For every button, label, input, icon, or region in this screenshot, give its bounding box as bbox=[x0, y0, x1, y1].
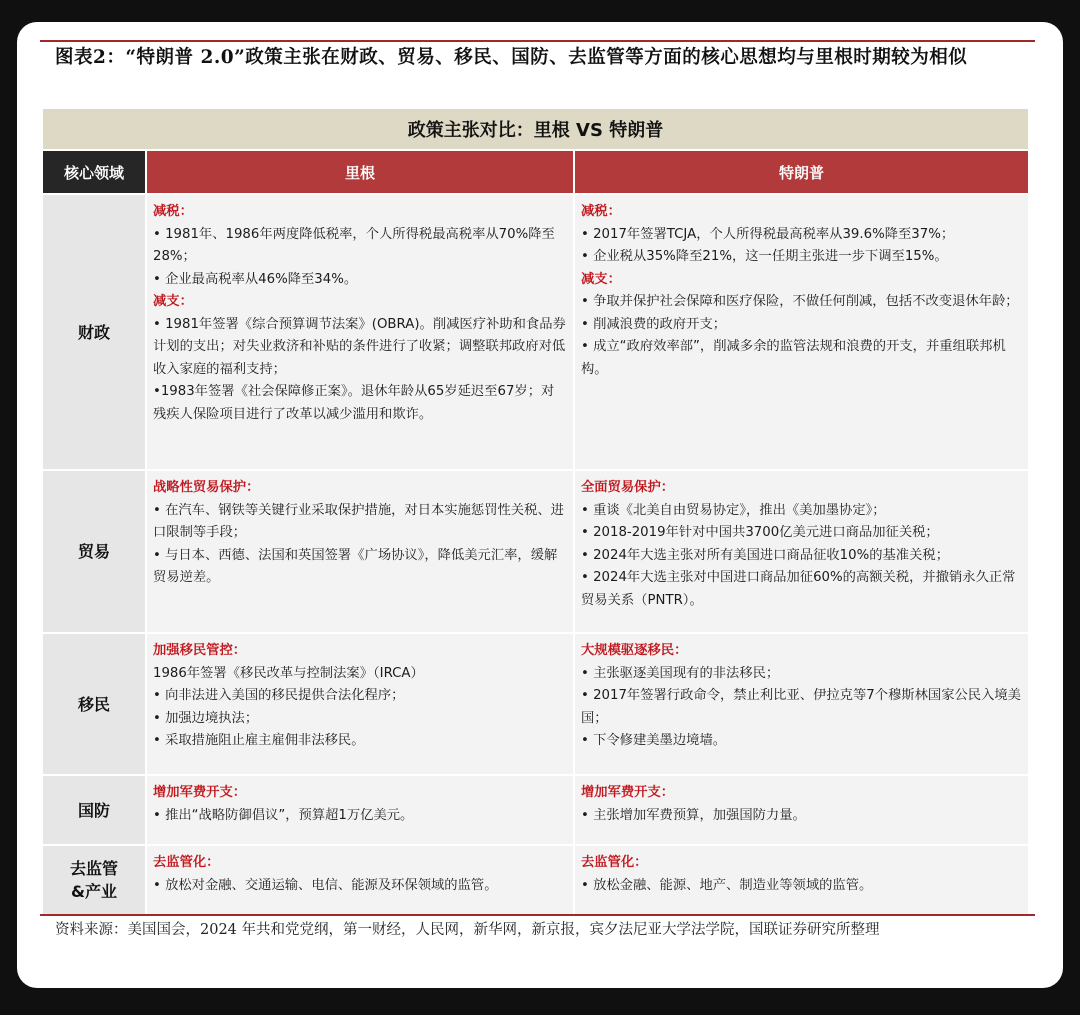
table-row bbox=[43, 776, 1028, 844]
title-rule bbox=[40, 40, 1035, 42]
policy-label: 战略性贸易保护： bbox=[153, 480, 260, 495]
policy-item: • 与日本、西德、法国和英国签署《广场协议》，降低美元汇率，缓解贸易逆差。 bbox=[153, 547, 558, 585]
policy-label: 增加军费开支： bbox=[153, 785, 247, 800]
policy-item: • 企业税从35%降至21%，这一任期主张进一步下调至15%。 bbox=[581, 249, 948, 264]
policy-label: 减支： bbox=[581, 271, 621, 287]
policy-item: • 向非法进入美国的移民提供合法化程序； bbox=[153, 688, 405, 703]
policy-item: • 采取措施阻止雇主雇佣非法移民。 bbox=[153, 733, 365, 748]
policy-item: •1983年签署《社会保障修正案》。退休年龄从65岁延迟至67岁；对残疾人保险项目进行了改革以减少滥用和欺诈。 bbox=[153, 384, 555, 422]
policy-item: • 2024年大选主张对中国进口商品加征60%的高额关税，并撤销永久正常贸易关系（PNTR）。 bbox=[581, 570, 1016, 608]
table-row bbox=[43, 471, 1028, 632]
figure-title: 图表2：“特朗普 2.0”政策主张在财政、贸易、移民、国防、去监管等方面的核心思想均与里根时期较为相似 bbox=[55, 47, 968, 68]
source-note: 资料来源：美国国会，2024 年共和党党纲，第一财经，人民网，新华网，新京报，宾夕法尼亚大学法学院，国联证券研究所整理 bbox=[55, 922, 880, 938]
policy-label: 去监管化： bbox=[153, 855, 220, 870]
table-row bbox=[43, 634, 1028, 774]
area-cell: 去监管 &产业 bbox=[43, 846, 145, 914]
policy-item: • 1981年、1986年两度降低税率，个人所得税最高税率从70%降至28%； bbox=[153, 226, 555, 264]
policy-item: • 2018-2019年针对中国共3700亿美元进口商品加征关税； bbox=[581, 525, 939, 540]
policy-item: • 推出“战略防御倡议”，预算超1万亿美元。 bbox=[153, 807, 414, 823]
policy-label: 增加军费开支： bbox=[581, 785, 675, 800]
policy-item: • 削减浪费的政府开支； bbox=[581, 316, 727, 332]
header-reagan: 里根 bbox=[147, 151, 573, 193]
trump-cell bbox=[575, 471, 1028, 632]
table-body bbox=[43, 195, 1028, 914]
reagan-cell bbox=[147, 195, 573, 469]
policy-item: • 放松对金融、交通运输、电信、能源及环保领域的监管。 bbox=[153, 877, 498, 893]
policy-label: 减支： bbox=[153, 294, 193, 309]
table-row bbox=[43, 846, 1028, 914]
policy-label: 去监管化： bbox=[581, 855, 648, 870]
trump-cell bbox=[575, 776, 1028, 844]
policy-item: • 1981年签署《综合预算调节法案》(OBRA)。削减医疗补助和食品券计划的支出；对失业救济和补贴的条件进行了收紧；调整联邦政府对低收入家庭的福利支持； bbox=[153, 316, 566, 377]
policy-comparison-table bbox=[43, 109, 1028, 914]
policy-label: 全面贸易保护： bbox=[581, 480, 675, 495]
policy-label: 减税： bbox=[153, 204, 193, 219]
policy-item: • 2024年大选主张对所有美国进口商品征收10%的基准关税； bbox=[581, 547, 949, 563]
policy-item: • 放松金融、能源、地产、制造业等领域的监管。 bbox=[581, 877, 873, 893]
policy-label: 加强移民管控： bbox=[153, 643, 247, 658]
policy-item: • 成立“政府效率部”，削减多余的监管法规和浪费的开支，并重组联邦机构。 bbox=[581, 339, 1006, 377]
policy-item: • 在汽车、钢铁等关键行业采取保护措施，对日本实施惩罚性关税、进口限制等手段； bbox=[153, 502, 564, 540]
policy-item: • 2017年签署行政命令，禁止利比亚、伊拉克等7个穆斯林国家公民入境美国； bbox=[581, 688, 1021, 726]
header-trump: 特朗普 bbox=[575, 151, 1028, 193]
table-row bbox=[43, 195, 1028, 469]
reagan-cell bbox=[147, 846, 573, 914]
policy-item: • 加强边境执法； bbox=[153, 710, 259, 726]
area-cell: 贸易 bbox=[43, 471, 145, 632]
area-cell: 财政 bbox=[43, 195, 145, 469]
policy-item: • 主张增加军费预算，加强国防力量。 bbox=[581, 807, 806, 823]
trump-cell bbox=[575, 846, 1028, 914]
table-header-row bbox=[43, 151, 1028, 193]
table-banner: 政策主张对比：里根 VS 特朗普 bbox=[43, 109, 1028, 149]
policy-item: • 争取并保护社会保障和医疗保险，不做任何削减，包括不改变退休年龄； bbox=[581, 294, 1019, 309]
policy-item: • 主张驱逐美国现有的非法移民； bbox=[581, 665, 780, 681]
policy-item: • 2017年签署TCJA，个人所得税最高税率从39.6%降至37%； bbox=[581, 226, 955, 242]
source-rule bbox=[40, 914, 1035, 916]
area-cell: 移民 bbox=[43, 634, 145, 774]
policy-item: • 重谈《北美自由贸易协定》，推出《美加墨协定》； bbox=[581, 502, 886, 518]
trump-cell bbox=[575, 195, 1028, 469]
policy-item: • 企业最高税率从46%降至34%。 bbox=[153, 271, 358, 287]
area-cell: 国防 bbox=[43, 776, 145, 844]
reagan-cell bbox=[147, 634, 573, 774]
policy-item: 1986年签署《移民改革与控制法案》（IRCA） bbox=[153, 665, 424, 681]
policy-item: • 下令修建美墨边境墙。 bbox=[581, 733, 727, 748]
header-area: 核心领域 bbox=[43, 151, 145, 193]
reagan-cell bbox=[147, 471, 573, 632]
trump-cell bbox=[575, 634, 1028, 774]
reagan-cell bbox=[147, 776, 573, 844]
policy-label: 大规模驱逐移民： bbox=[581, 643, 688, 658]
policy-label: 减税： bbox=[581, 204, 621, 219]
